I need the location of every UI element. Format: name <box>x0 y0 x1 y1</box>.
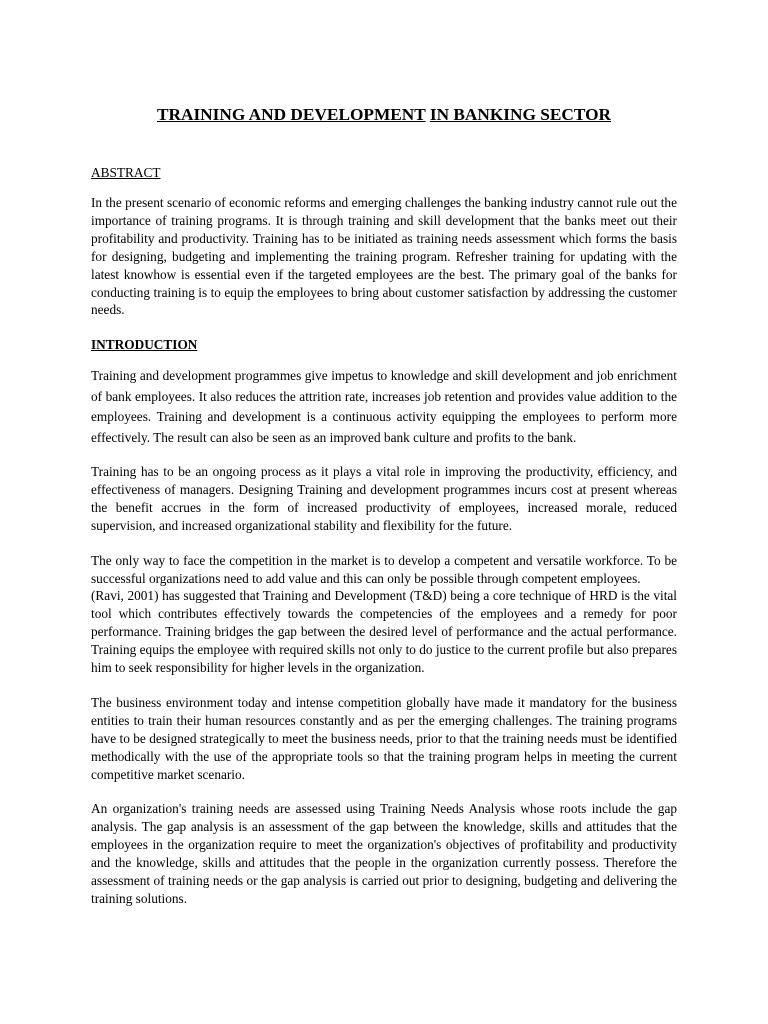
introduction-heading: INTRODUCTION <box>91 337 198 353</box>
abstract-heading: ABSTRACT <box>91 165 161 180</box>
abstract-paragraph: In the present scenario of economic reforms and emerging challenges the banking industry cannot rule out the importance of training programs. It is through training and skill development that the banks meet out their profitability and productivity. Training has to be initiated as training needs assessment which forms the basis for designing, budgeting and implementing the training program. Refresher training for updating with the latest knowhow is essential even if the targeted employees are the best. The primary goal of the banks for conducting training is to equip the employees to bring about customer satisfaction by addressing the customer needs. <box>91 195 677 318</box>
title-part-1: TRAINING AND DEVELOPMENT <box>156 105 426 124</box>
intro-paragraph-2: Training has to be an ongoing process as it plays a vital role in improving the productivity, efficiency, and effectiveness of managers. Designing Training and development programmes incurs cost at present whereas the benefit accrues in the form of increased productivity of employees, increased morale, reduced supervision, and increased organizational stability and flexibility for the future. <box>91 463 677 533</box>
document-title <box>91 103 677 127</box>
intro-paragraph-4: (Ravi, 2001) has suggested that Training and Development (T&D) being a core technique of HRD is the vital tool which contributes effectively towards the competencies of the employees and a remedy for poor performance. Training bridges the gap between the desired level of performance and the actual performance. Training equips the employee with required skills not only to do justice to the current profile but also prepares him to seek responsibility for higher levels in the organization. <box>91 588 677 676</box>
intro-paragraph-1: Training and development programmes give impetus to knowledge and skill development and job enrichment of bank employees. It also reduces the attrition rate, increases job retention and provides value addition to the employees. Training and development is a continuous activity equipping the employees to perform more effectively. The result can also be seen as an improved bank culture and profits to the bank. <box>91 368 677 445</box>
intro-paragraph-5: The business environment today and intense competition globally have made it mandatory for the business entities to train their human resources constantly and as per the emerging challenges. The training programs have to be designed strategically to meet the business needs, prior to that the training needs must be identified methodically with the use of the appropriate tools so that the training program helps in meeting the current competitive market scenario. <box>91 694 677 782</box>
intro-paragraph-6: An organization's training needs are assessed using Training Needs Analysis whose roots include the gap analysis. The gap analysis is an assessment of the gap between the knowledge, skills and attitudes that the employees in the organization require to meet the organization's objectives of profitability and productivity and the knowledge, skills and attitudes that the people in the organization currently possess. Therefore the assessment of training needs or the gap analysis is carried out prior to designing, budgeting and delivering the training solutions. <box>91 801 677 906</box>
title-part-2: IN BANKING SECTOR <box>429 105 612 124</box>
intro-paragraph-3: The only way to face the competition in the market is to develop a competent and versatile workforce. To be successful organizations need to add value and this can only be possible through competent employees. <box>91 552 677 586</box>
